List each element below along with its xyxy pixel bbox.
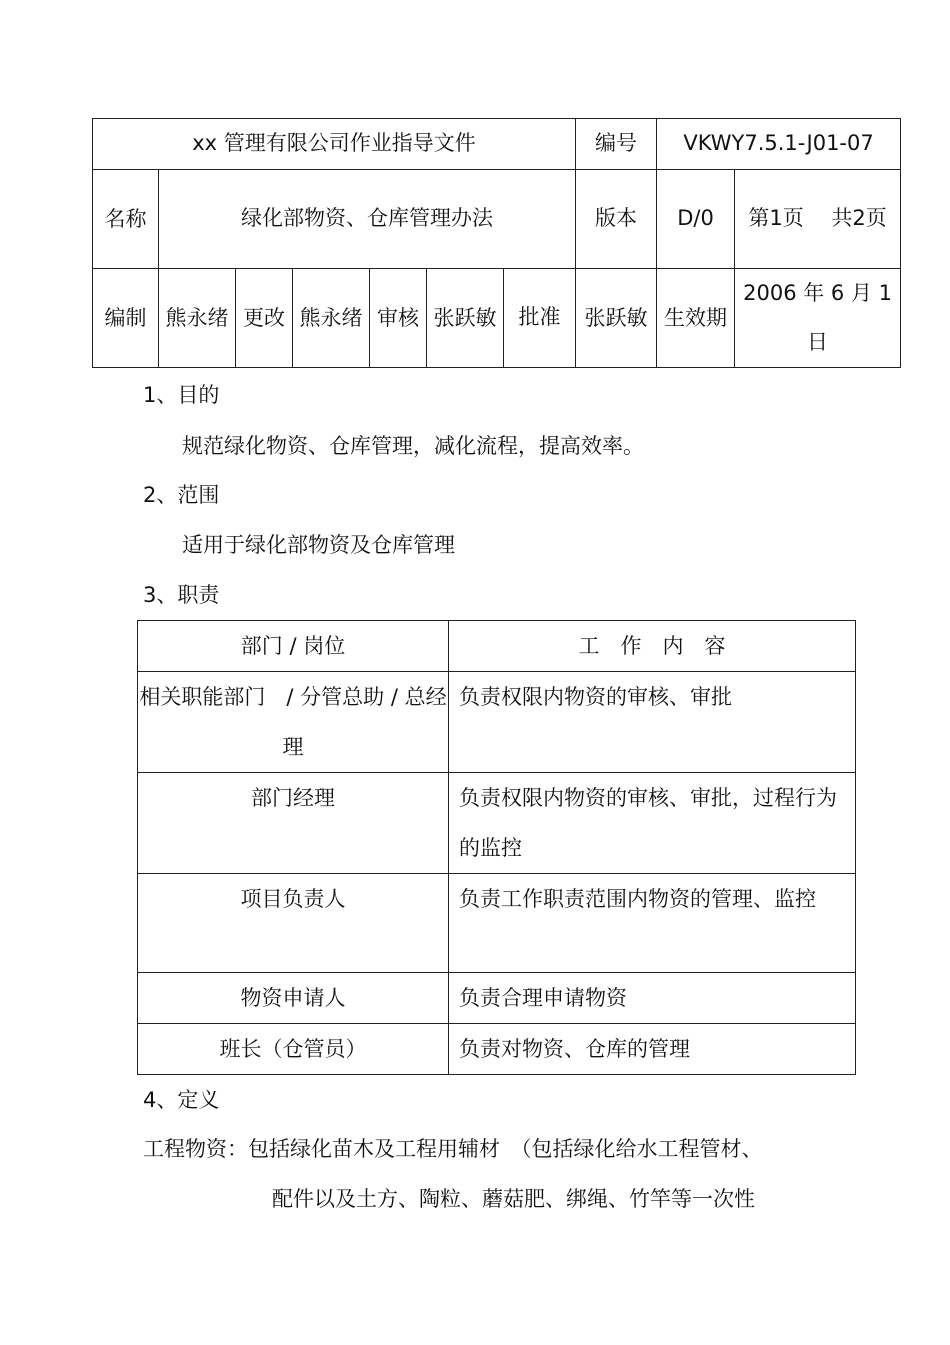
duty-dept: 班长（仓管员）: [138, 1024, 449, 1075]
section-3-title: 3、职责: [143, 583, 220, 607]
section-4-line-1: 工程物资：包括绿化苗木及工程用辅材 （包括绿化给水工程管材、: [143, 1137, 763, 1161]
duty-header-content: 工 作 内 容: [449, 621, 856, 672]
effective-date: 2006 年 6 月 1 日: [735, 269, 901, 368]
duty-content: 负责合理申请物资: [449, 973, 856, 1024]
name-value: 绿化部物资、仓库管理办法: [159, 170, 576, 269]
section-4-line-2: 配件以及土方、陶粒、蘑菇肥、绑绳、竹竿等一次性: [272, 1187, 755, 1211]
revise-label: 更改: [236, 269, 293, 368]
review-label: 审核: [370, 269, 427, 368]
reviser-name: 熊永绪: [293, 269, 370, 368]
duty-content: 负责权限内物资的审核、审批: [449, 672, 856, 773]
duty-dept: 项目负责人: [138, 874, 449, 973]
section-2-title: 2、范围: [143, 483, 220, 507]
effective-label: 生效期: [657, 269, 735, 368]
duty-content: 负责对物资、仓库的管理: [449, 1024, 856, 1075]
section-4-title: 4、定义: [143, 1088, 220, 1112]
code-value: VKWY7.5.1-J01-07: [657, 119, 901, 170]
page-info: 第1页 共2页: [735, 170, 901, 269]
duty-content: 负责工作职责范围内物资的管理、监控: [449, 874, 856, 973]
duty-table: [137, 620, 856, 1075]
doc-title: xx 管理有限公司作业指导文件: [93, 119, 576, 170]
duty-content: 负责权限内物资的审核、审批，过程行为的监控: [449, 773, 856, 874]
duty-dept: 部门经理: [138, 773, 449, 874]
approver-name: 张跃敏: [576, 269, 657, 368]
duty-header-dept: 部门 / 岗位: [138, 621, 449, 672]
section-1-body: 规范绿化物资、仓库管理，减化流程，提高效率。: [182, 434, 644, 458]
name-label: 名称: [93, 170, 159, 269]
reviewer-name: 张跃敏: [427, 269, 504, 368]
duty-dept: 物资申请人: [138, 973, 449, 1024]
version-label: 版本: [576, 170, 657, 269]
duty-dept: 相关职能部门 / 分管总助 / 总经理: [138, 672, 449, 773]
compiler-name: 熊永绪: [159, 269, 236, 368]
document-header-table: [92, 118, 901, 368]
compile-label: 编制: [93, 269, 159, 368]
approve-label: 批准: [504, 269, 576, 368]
section-1-title: 1、目的: [143, 383, 220, 407]
code-label: 编号: [576, 119, 657, 170]
version-value: D/0: [657, 170, 735, 269]
section-2-body: 适用于绿化部物资及仓库管理: [182, 533, 455, 557]
